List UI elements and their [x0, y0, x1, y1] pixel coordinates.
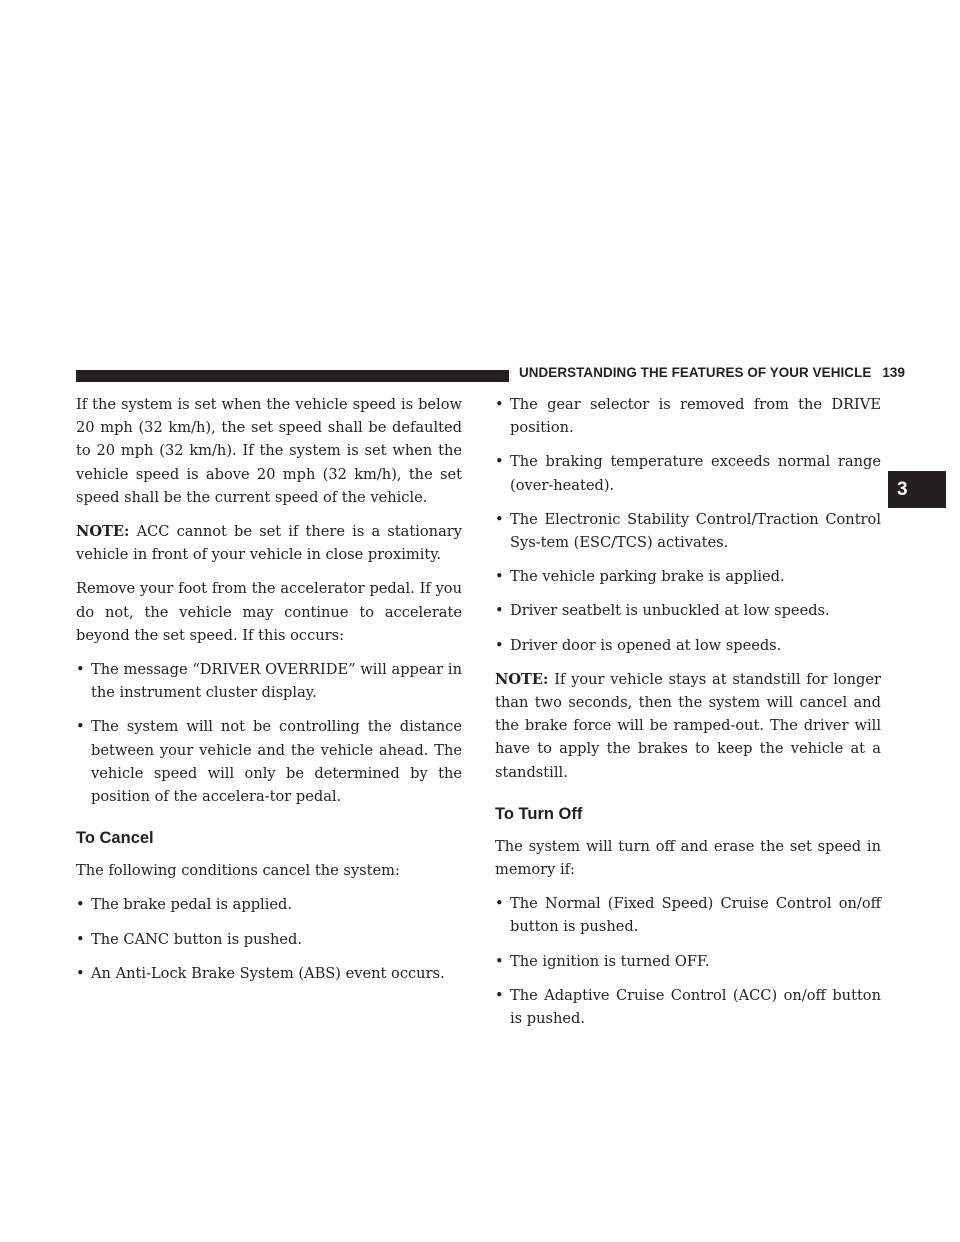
bullet-icon: • [495, 453, 504, 471]
paragraph: Remove your foot from the accelerator pedal. If you do not, the vehicle may continue to accelerate beyond the set speed. If this occurs: [76, 580, 462, 644]
list-item: • The message “DRIVER OVERRIDE” will appear in the instrument cluster display. [76, 658, 462, 704]
section-heading: To Cancel [76, 829, 154, 848]
note-paragraph [495, 668, 881, 784]
list-item: • The Electronic Stability Control/Traction Control Sys-tem (ESC/TCS) activates. [495, 508, 881, 554]
list-item: • The Normal (Fixed Speed) Cruise Control on/off button is pushed. [495, 892, 881, 938]
bullet-list [76, 893, 462, 985]
bullet-icon: • [495, 568, 504, 586]
bullet-icon: • [76, 896, 85, 914]
list-item: • The gear selector is removed from the DRIVE position. [495, 393, 881, 439]
list-item: • The vehicle parking brake is applied. [495, 565, 881, 588]
bullet-icon: • [76, 661, 85, 679]
section-heading: To Turn Off [495, 804, 583, 823]
note-paragraph [76, 520, 462, 566]
bullet-icon: • [495, 895, 504, 913]
list-item: • An Anti-Lock Brake System (ABS) event occurs. [76, 962, 462, 985]
bullet-icon: • [495, 636, 504, 654]
note-text: ACC cannot be set if there is a stationary vehicle in front of your vehicle in close proximity. [76, 523, 462, 564]
left-column [76, 393, 462, 996]
list-item: • Driver seatbelt is unbuckled at low speeds. [495, 599, 881, 622]
list-item: • The Adaptive Cruise Control (ACC) on/off button is pushed. [495, 984, 881, 1030]
bullet-list [76, 658, 462, 808]
note-label: NOTE: [76, 523, 130, 541]
right-column [495, 393, 881, 1041]
paragraph: The following conditions cancel the system: [76, 862, 400, 880]
bullet-list [495, 393, 881, 657]
bullet-icon: • [76, 718, 85, 736]
list-item: • The ignition is turned OFF. [495, 950, 881, 973]
page-number: 139 [882, 365, 906, 380]
bullet-list [495, 892, 881, 1030]
header-rule [76, 370, 509, 382]
list-item: • The brake pedal is applied. [76, 893, 462, 916]
bullet-icon: • [495, 396, 504, 413]
bullet-icon: • [495, 986, 504, 1004]
note-label: NOTE: [495, 670, 549, 688]
paragraph: The system will turn off and erase the set speed in memory if: [495, 837, 881, 879]
list-item: • Driver door is opened at low speeds. [495, 634, 881, 657]
chapter-tab: 3 [888, 471, 946, 508]
running-header [519, 365, 906, 380]
list-item: • The system will not be controlling the distance between your vehicle and the vehicle ahead. The vehicle speed will only be determined by the position of the accelera-tor pedal. [76, 715, 462, 808]
note-text: If your vehicle stays at standstill for longer than two seconds, then the system will cancel and the brake force will be ramped-out. The driver will have to apply the brakes to keep the vehicle at a standstill. [495, 670, 881, 781]
list-item: • The CANC button is pushed. [76, 928, 462, 951]
bullet-icon: • [76, 964, 85, 982]
bullet-icon: • [495, 510, 504, 528]
bullet-icon: • [76, 930, 85, 948]
list-item: • The braking temperature exceeds normal range (over-heated). [495, 450, 881, 496]
section-title: UNDERSTANDING THE FEATURES OF YOUR VEHICLE [519, 365, 872, 380]
paragraph: If the system is set when the vehicle speed is below 20 mph (32 km/h), the set speed shall be defaulted to 20 mph (32 km/h). If the system is set when the vehicle speed is above 20 mph (32 km/h), the set speed shall be the current speed of the vehicle. [76, 396, 462, 506]
bullet-icon: • [495, 602, 504, 620]
bullet-icon: • [495, 952, 504, 970]
